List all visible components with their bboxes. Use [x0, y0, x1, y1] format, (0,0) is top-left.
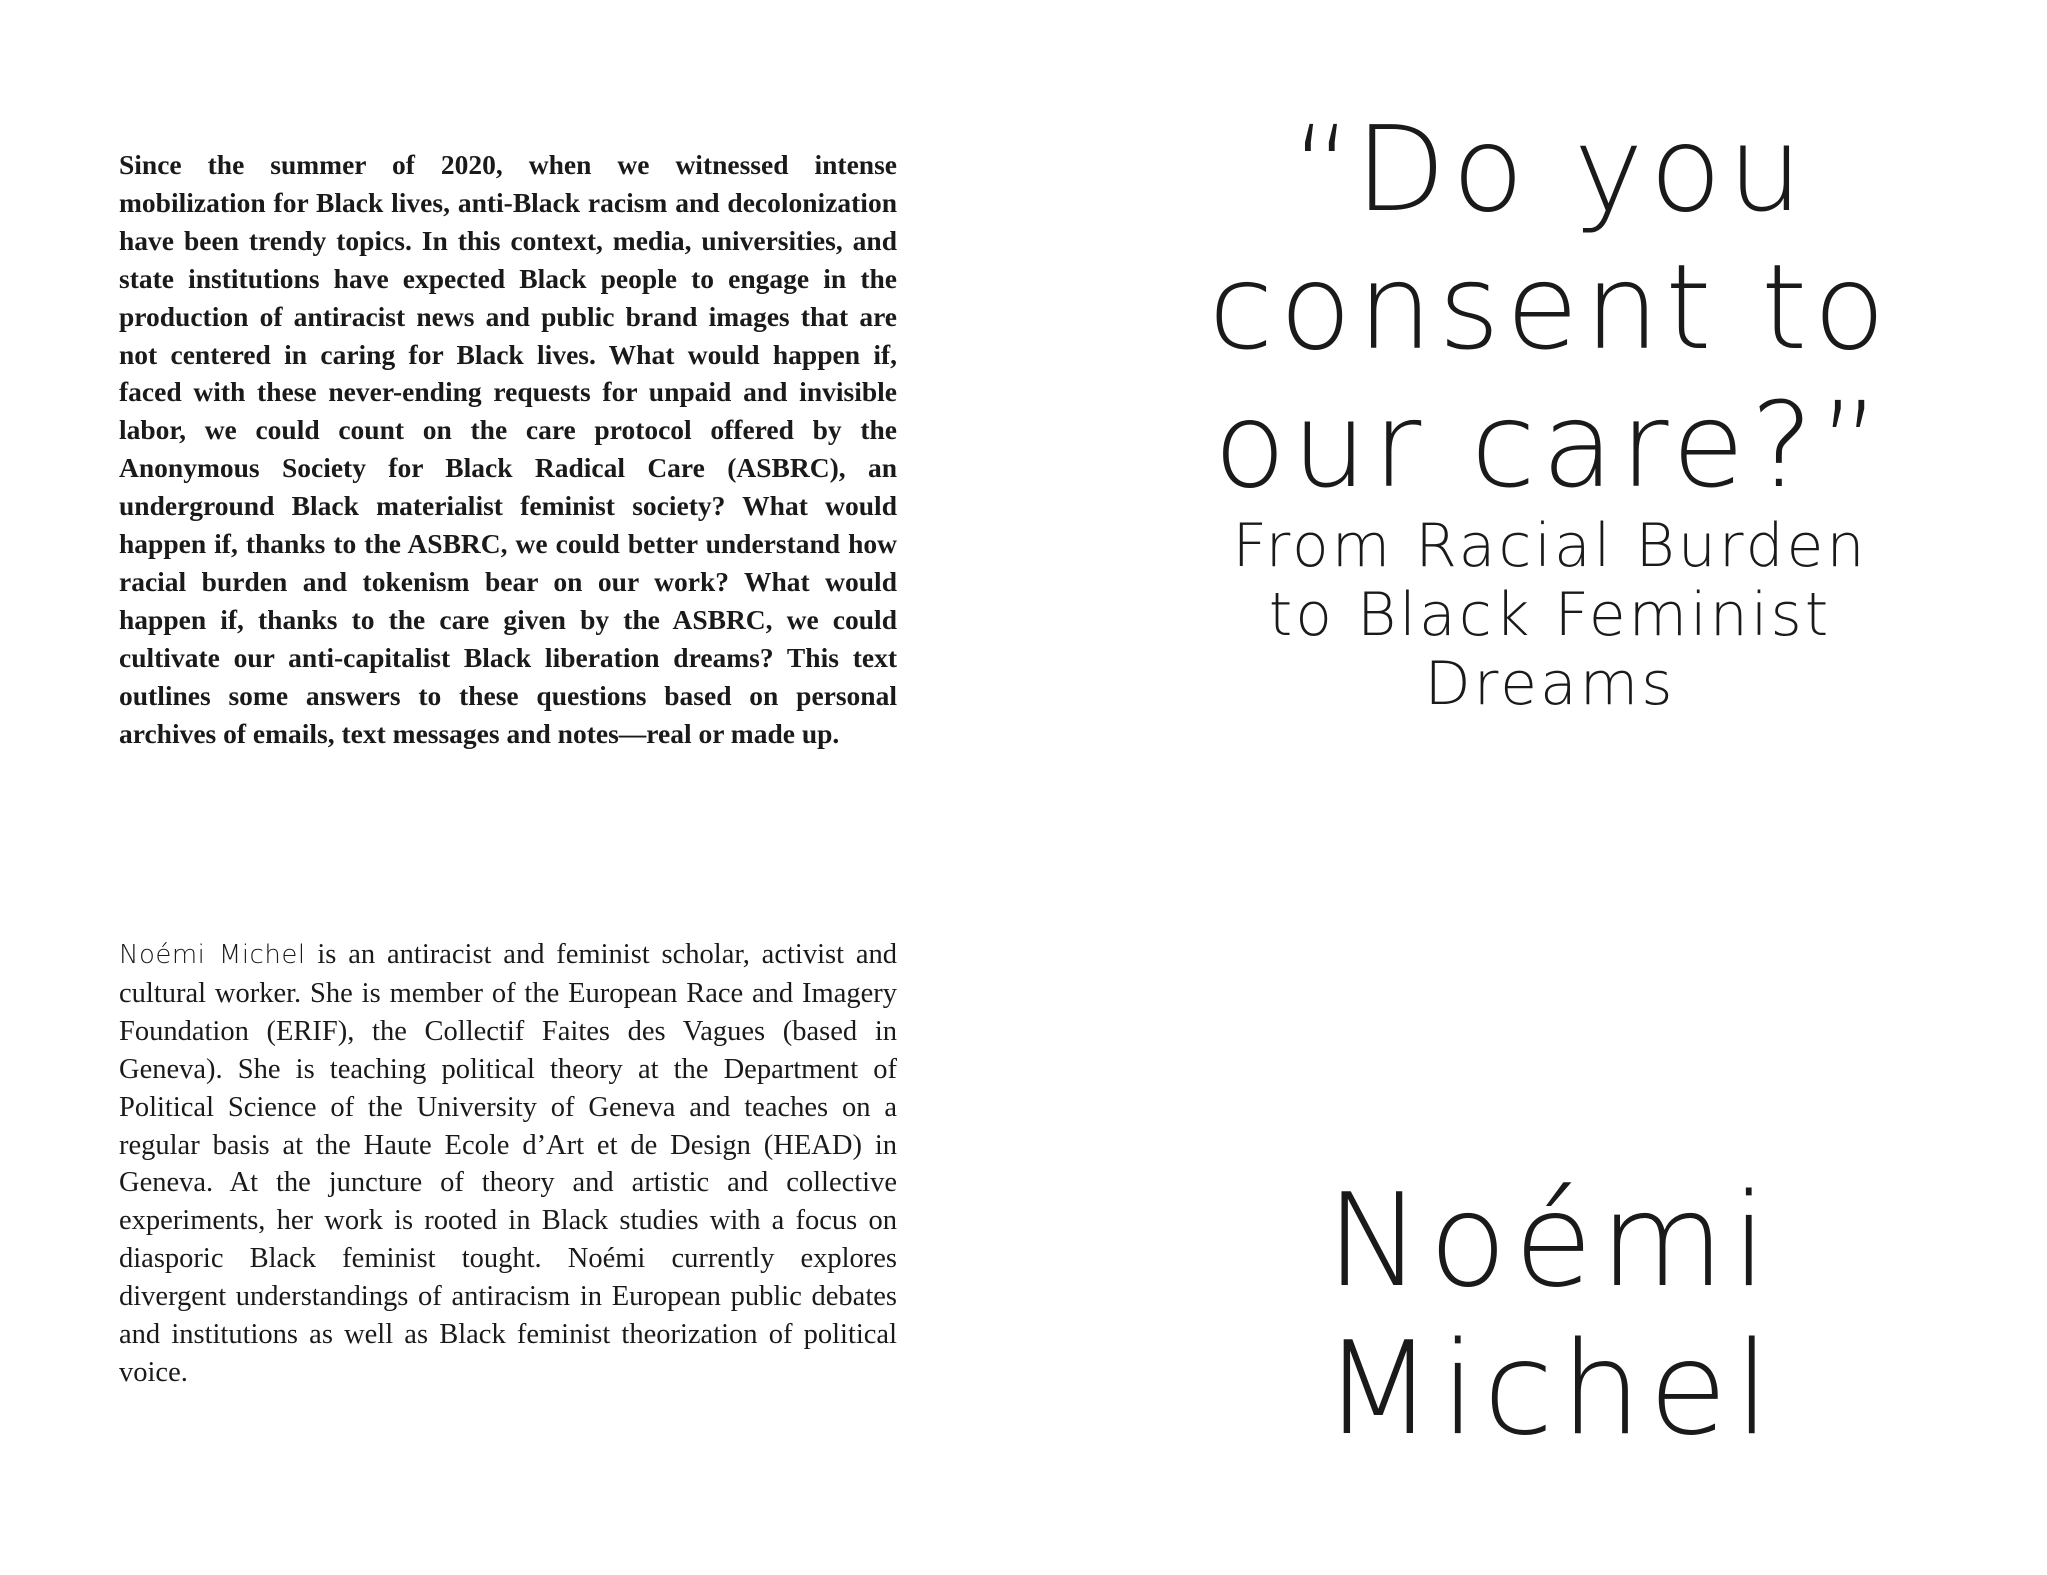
author-last-name: Michel [1323, 1315, 1777, 1464]
bio-text: is an antiracist and feminist scholar, activist and cultural worker. She is member of the European Race and Imagery Foundation (ERIF), the Collectif Faites des Vagues (based in Geneva). She is teaching political theory at the Department of Political Science of the University of Geneva and teaches on a regular basis at the Haute Ecole d’Art et de Design (HEAD) in Geneva. At the juncture of theory and artistic and collective experiments, her work is rooted in Black studies with a focus on diasporic Black feminist tought. Noémi currently explores divergent understandings of antiracism in European public debates and institutions as well as Black feminist theorization of political voice. [119, 939, 897, 1388]
author-name [1140, 1168, 1960, 1464]
subtitle-line: to Black Feminist [1268, 580, 1832, 650]
book-subtitle [1140, 512, 1960, 719]
bio-author-name: Noémi Michel [119, 940, 306, 970]
subtitle-line: From Racial Burden [1232, 511, 1868, 581]
front-cover [1140, 0, 1960, 1575]
book-title-line: our care?” [1213, 376, 1887, 514]
abstract-text: Since the summer of 2020, when we witnessed intense mobilization for Black lives, anti-Black racism and decolonization have been trendy topics. In this context, media, universities, and state institutions have expected Black people to engage in the production of antiracist news and public brand images that are not centered in caring for Black lives. What would happen if, faced with these never-ending requests for unpaid and invisible labor, we could count on the care protocol offered by the Anonymous Society for Black Radical Care (ASBRC), an underground Black materialist feminist society? What would happen if, thanks to the ASBRC, we could better understand how racial burden and tokenism bear on our work? What would happen if, thanks to the care given by the ASBRC, we could cultivate our anti-capitalist Black liberation dreams? This text outlines some answers to these questions based on personal archives of emails, text messages and notes—real or made up. [119, 149, 897, 749]
book-title [1140, 100, 1960, 514]
book-title-line: “Do you [1291, 100, 1809, 238]
author-bio [119, 936, 897, 1392]
author-first-name: Noémi [1325, 1167, 1775, 1316]
back-cover [119, 0, 897, 1575]
subtitle-line: Dreams [1424, 649, 1676, 719]
book-title-line: consent to [1208, 238, 1892, 376]
